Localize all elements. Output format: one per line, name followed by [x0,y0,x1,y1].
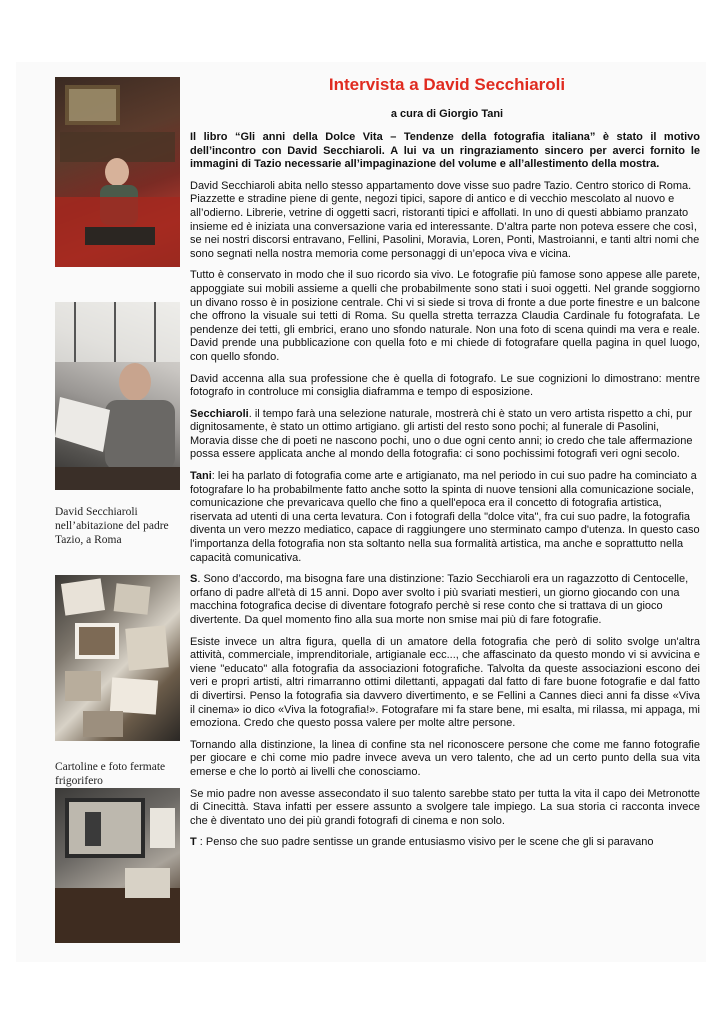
article-body [190,131,700,858]
photo-caption: David Secchiaroli nell’abitazione del padre Tazio, a Roma [55,506,169,546]
speaker-label: Tani [190,470,212,483]
photo-david-on-red-sofa [55,77,180,267]
speaker-text: . Sono d’accordo, ma bisogna fare una distinzione: Tazio Secchiaroli era un ragazzotto di Centocelle, orfano di padre all'età di 15 anni. Dopo aver svolto i più svariati mestieri, un giorno giocando con una macchina fotografica decise di diventare fotografo perchè si rese conto che si trattava di un gioco divertente. Da quel momento fino alla sua morte non smise mai più di fare fotografie. [190,573,689,626]
speaker-text: : lei ha parlato di fotografia come arte e artigianato, ma nel periodo in cui suo padre ha cominciato a fotografare lo ha probabilmente fatto anche sotto la spinta di nuove tensioni alla comunicazione sociale, comunicazione che prevaricava quello che fino a quell'epoca era il concetto di fotografia artistica, riservata ad utenti di una certa levatura. Con i fotografi della "dolce vita", fra cui suo padre, la fotografia diventa un vero mezzo mediatico, capace di raggiungere uno sterminato campo d'utenza. In questo caso l'importanza della fotografia non sta soltanto nella sua formalità artistica, ma anche e soprattutto nella capacità comunicativa. [190,470,700,564]
paragraph [190,408,700,462]
photo-fridge-postcards [55,575,180,741]
paragraph: Tornando alla distinzione, la linea di confine sta nel riconoscere persone che come me fanno fotografie per giocare e chi come mio padre invece aveva un vero talento, che ad un certo punto della sua vita emerse e che lo portò ai livelli che conosciamo. [190,738,700,778]
paragraph [190,836,700,850]
paragraph [190,470,700,565]
paragraph: David accenna alla sua professione che è quella di fotografo. Le sue cognizioni lo dimostrano: mentre fotografo in controluce mi consiglia diaframma e tempo di esposizione. [190,372,700,399]
paragraph: Tutto è conservato in modo che il suo ricordo sia vivo. Le fotografie più famose sono appese alle parete, appoggiate sui mobili assieme a quelli che probabilmente sono stati i suoi oggetti. Nel grande soggiorno un divano rosso è in posizione centrale. Chi vi si siede si trova di fronte a due porte finestre e un balcone che offrono la visuale sui tetti di Roma. Su quella stretta terrazza Claudia Cardinale fu fotografata. Le pendenze dei tetti, gli embrici, erano uno sfondo naturale. Non una foto di scena quindi ma vera e reale. David prende una pubblicazione con quella foto e mi chiede di fotografare quella pagina in quel luogo, con quello sfondo. [190,269,700,363]
paragraph: Se mio padre non avesse assecondato il suo talento sarebbe stato per tutta la vita il capo dei Metronotte di Cinecittà. Stava infatti per essere assunto a svolgere tale impiego. La sua storia ci racconta invece che è diventato uno dei più grandi fotografi di cinema e non solo. [190,787,700,827]
photo-david-reading-magazine [55,302,180,490]
paragraph: David Secchiaroli abita nello stesso appartamento dove visse suo padre Tazio. Centro storico di Roma. Piazzette e stradine piene di gente, negozi tipici, sapore di antico e di vecchio mescolato al nuovo e all’odierno. Librerie, vetrine di oggetti sacri, ristoranti tipici e affollati. In uno di questi abbiamo pranzato insieme ed è iniziata una conversazione varia ed interessante. D’altra parte non poteva essere che così, se nei nostri discorsi entravano, Fellini, Pasolini, Moravia, Loren, Ponti, Mastroianni, e tanti altri nomi che sono segnati nella nostra memoria come personaggi di un’epoca viva e vicina. [190,179,700,260]
photo-framed-pictures-interior [55,788,180,943]
speaker-label: S [190,573,198,586]
speaker-label: Secchiaroli [190,407,249,420]
intro-paragraph: Il libro “Gli anni della Dolce Vita – Tendenze della fotografia italiana” è stato il motivo dell’incontro con David Secchiaroli. A lui va un ringraziamento sincero per averci fornito le immagini di Tazio necessarie all’impaginazione del volume e all’allestimento della mostra. [190,131,700,171]
speaker-text: : Penso che suo padre sentisse un grande entusiasmo visivo per le scene che gli si paravano [196,836,654,849]
speaker-text: . il tempo farà una selezione naturale, mostrerà chi è stato un vero artista rispetto a chi, pur dignitosamente, è stato un ottimo artigiano. gli artisti del resto sono pochi; al funerale di Pasolini, Moravia disse che di poeti ne nascono pochi, uno o due ogni cento anni; io credo che tale affermazione possa essere applicata anche al mondo della fotografia: ci sono pochissimi fotografi veri ogni secolo. [190,407,693,461]
paragraph: Esiste invece un altra figura, quella di un amatore della fotografia che però di solito svolge un'altra attività, commerciale, imprenditoriale, artigianale ecc..., che affascinato da questo mondo vi si avvicina e viene "educato" alla fotografia da associazioni fotografiche. Talvolta da queste associazioni escono dei veri e propri artisti, altri rimarranno ottimi dilettanti, appagati dal fatto di fare buone fotografie e dal fatto di divertirsi. Penso la fotografia sia davvero divertimento, e se Fellini a Cannes dieci anni fa disse «Viva il cinema» io dico «Viva la fotografia!». Fotografare mi fa stare bene, mi esalta, mi rilassa, mi appaga, mi emoziona. Credo che questo possa valere per molte altre persone. [190,635,700,730]
photo-caption: Cartoline e foto fermate frigorifero [55,761,166,787]
speaker-label: T [190,836,197,849]
article-author: a cura di Giorgio Tani [390,108,504,120]
paragraph [190,573,700,627]
article-title: Intervista a David Secchiaroli [328,75,566,94]
